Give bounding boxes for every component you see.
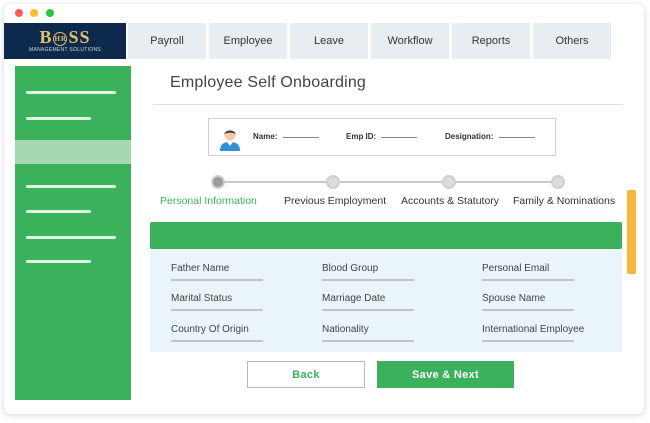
- field-input-line[interactable]: [322, 309, 414, 311]
- field-label: Personal Email: [482, 263, 550, 274]
- nav-tab-workflow[interactable]: Workflow: [371, 23, 449, 59]
- field-personal-email[interactable]: [482, 263, 574, 281]
- name-label: Name:: [253, 132, 278, 141]
- field-label: Country Of Origin: [171, 324, 249, 335]
- step-previous-employment[interactable]: Previous Employment: [284, 195, 387, 207]
- field-input-line[interactable]: [482, 279, 574, 281]
- back-button[interactable]: Back: [247, 361, 365, 388]
- logo-wordmark: [39, 28, 90, 46]
- logo-letters-ss: SS: [68, 27, 91, 47]
- nav-tab-others[interactable]: Others: [533, 23, 611, 59]
- maximize-window-dot[interactable]: [46, 9, 54, 17]
- field-label: Marital Status: [171, 293, 233, 304]
- brand-logo[interactable]: [4, 23, 126, 59]
- field-label: Nationality: [322, 324, 369, 335]
- step-personal-information[interactable]: Personal Information: [160, 195, 257, 207]
- sidebar: [15, 66, 131, 400]
- field-input-line[interactable]: [322, 279, 414, 281]
- scrollbar-handle[interactable]: [627, 190, 636, 274]
- step-dot-previous[interactable]: [326, 175, 340, 189]
- logo-subtitle: MANAGEMENT SOLUTIONS: [28, 47, 102, 53]
- employee-profile-card: [208, 118, 556, 156]
- close-window-dot[interactable]: [15, 9, 23, 17]
- designation-label: Designation:: [445, 132, 494, 141]
- form-body: [150, 249, 622, 352]
- field-label: Blood Group: [322, 263, 379, 274]
- step-accounts-statutory[interactable]: Accounts & Statutory: [401, 195, 500, 207]
- title-divider: [153, 104, 623, 105]
- empid-value: [381, 137, 417, 138]
- step-family-nominations[interactable]: Family & Nominations: [513, 195, 616, 207]
- field-blood-group[interactable]: [322, 263, 414, 281]
- designation-value: [499, 137, 535, 138]
- field-marital-status[interactable]: [171, 293, 263, 311]
- sidebar-item-active[interactable]: [15, 140, 131, 164]
- nav-tab-payroll[interactable]: Payroll: [128, 23, 206, 59]
- sidebar-item-2[interactable]: [26, 117, 91, 120]
- minimize-window-dot[interactable]: [30, 9, 38, 17]
- field-input-line[interactable]: [171, 340, 263, 342]
- top-nav: [128, 23, 644, 59]
- field-input-line[interactable]: [322, 340, 414, 342]
- field-input-line[interactable]: [482, 340, 574, 342]
- nav-tab-reports[interactable]: Reports: [452, 23, 530, 59]
- sidebar-item-3[interactable]: [26, 185, 116, 188]
- form-section-header: [150, 222, 622, 249]
- field-label: Spouse Name: [482, 293, 546, 304]
- field-marriage-date[interactable]: [322, 293, 414, 311]
- sidebar-item-1[interactable]: [26, 91, 116, 94]
- name-value: [283, 137, 319, 138]
- sidebar-item-4[interactable]: [26, 210, 91, 213]
- logo-letter-b: B: [39, 27, 53, 47]
- field-father-name[interactable]: [171, 263, 263, 281]
- nav-tab-employee[interactable]: Employee: [209, 23, 287, 59]
- field-input-line[interactable]: [482, 309, 574, 311]
- user-avatar-icon: [217, 125, 243, 151]
- field-input-line[interactable]: [171, 279, 263, 281]
- field-label: Marriage Date: [322, 293, 386, 304]
- field-nationality[interactable]: [322, 324, 414, 342]
- field-country-of-origin[interactable]: [171, 324, 263, 342]
- step-dot-personal[interactable]: [211, 175, 225, 189]
- page-title: Employee Self Onboarding: [170, 74, 367, 91]
- logo-hr-badge: HR: [53, 32, 67, 46]
- sidebar-item-6[interactable]: [26, 260, 91, 263]
- sidebar-item-5[interactable]: [26, 236, 116, 239]
- field-international-employee[interactable]: [482, 324, 584, 342]
- nav-tab-leave[interactable]: Leave: [290, 23, 368, 59]
- stepper-track: [220, 181, 556, 183]
- empid-label: Emp ID:: [346, 132, 377, 141]
- field-input-line[interactable]: [171, 309, 263, 311]
- field-label: International Employee: [482, 324, 585, 335]
- window-titlebar: [4, 4, 644, 22]
- step-dot-family[interactable]: [551, 175, 565, 189]
- field-label: Father Name: [171, 263, 230, 274]
- save-next-button[interactable]: Save & Next: [377, 361, 514, 388]
- step-dot-accounts[interactable]: [442, 175, 456, 189]
- field-spouse-name[interactable]: [482, 293, 574, 311]
